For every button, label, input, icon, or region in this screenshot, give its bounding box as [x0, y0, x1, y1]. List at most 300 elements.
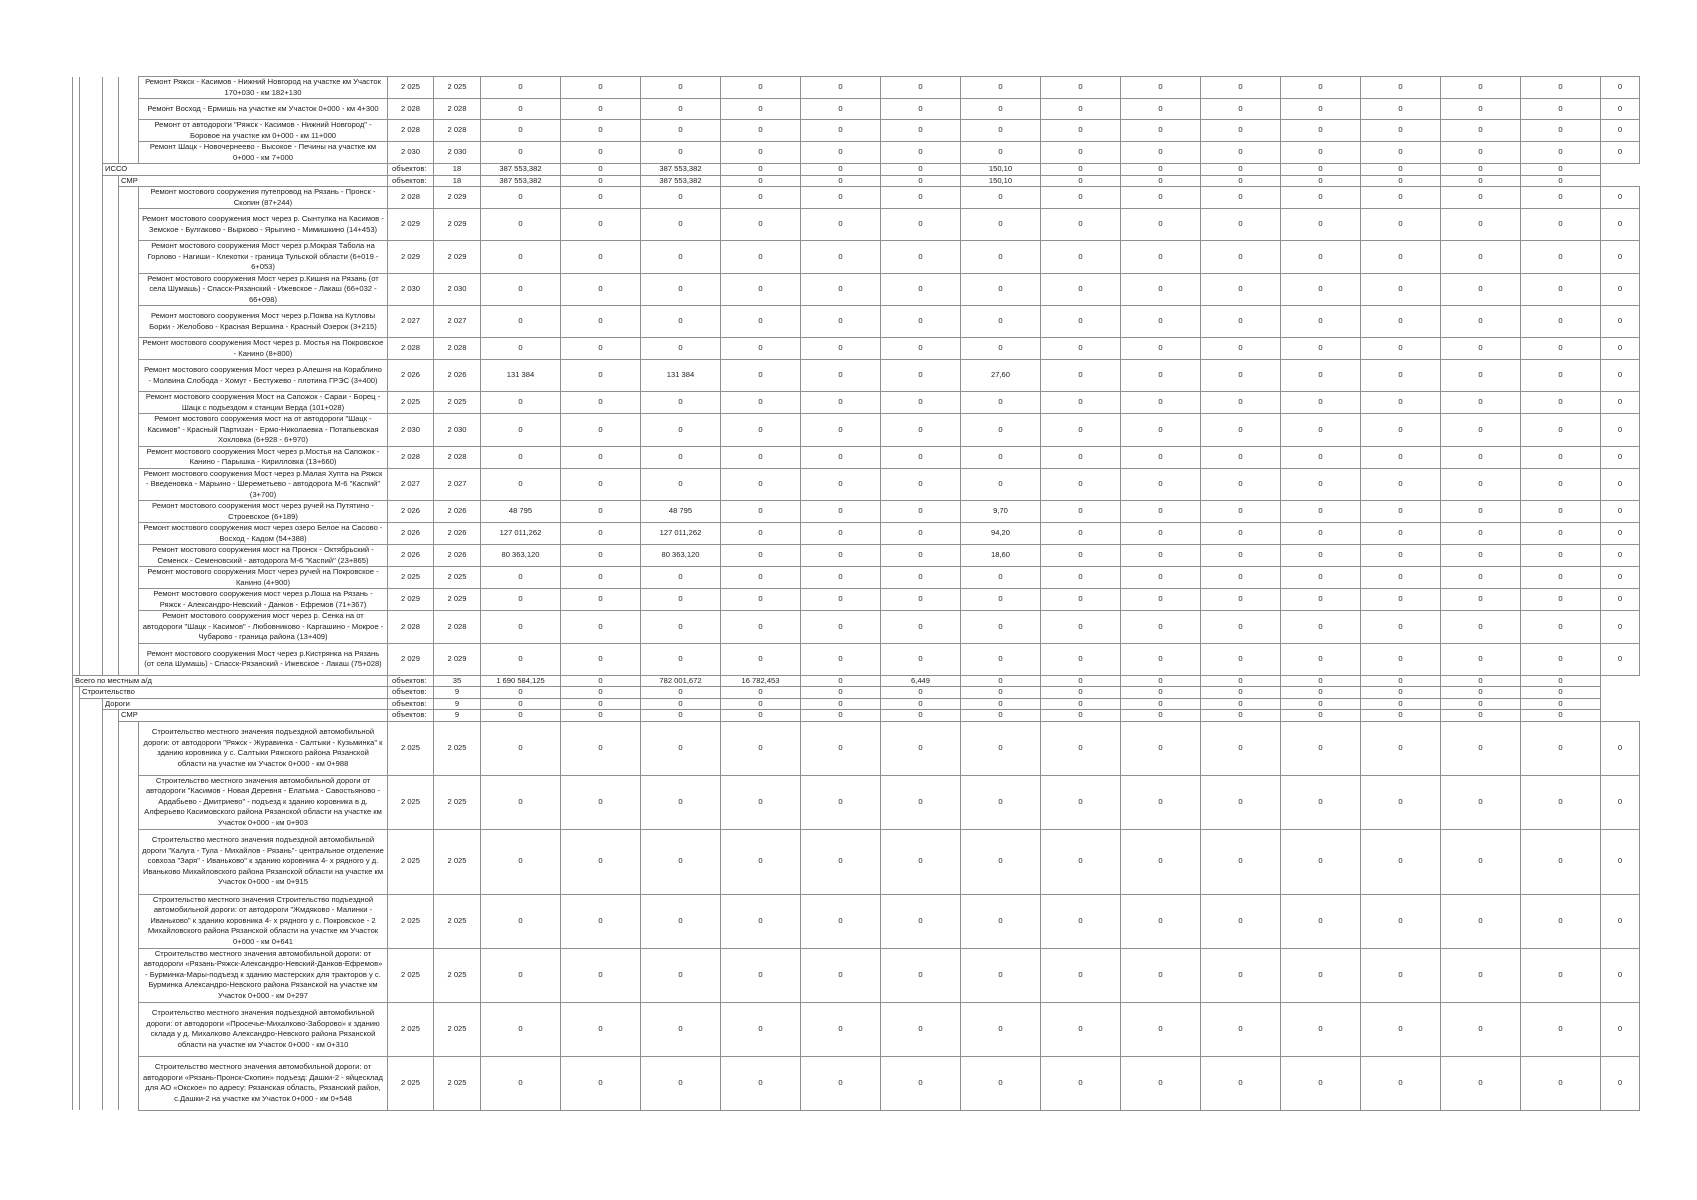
value-cell: 0: [1041, 611, 1121, 644]
value-cell: 0: [961, 698, 1041, 710]
group-label: Всего по местным а/д: [73, 675, 388, 687]
value-cell: 0: [561, 687, 641, 699]
objects-unit: объектов:: [388, 675, 434, 687]
indent-cell: [119, 306, 139, 338]
start-year: 2 026: [388, 501, 434, 523]
value-cell: 0: [1601, 360, 1640, 392]
value-cell: 0: [641, 1002, 721, 1056]
value-cell: 0: [1121, 414, 1201, 447]
value-cell: 0: [1041, 241, 1121, 274]
start-year: 2 030: [388, 273, 434, 306]
indent-cell: [80, 643, 103, 675]
value-cell: 0: [1521, 611, 1601, 644]
value-cell: 0: [721, 611, 801, 644]
value-cell: 0: [1361, 948, 1441, 1002]
value-cell: 0: [1601, 187, 1640, 209]
value-cell: 0: [881, 589, 961, 611]
value-cell: 0: [1041, 1056, 1121, 1110]
indent-cell: [73, 468, 80, 501]
object-description: Строительство местного значения Строительство подъездной автомобильной дороги: от автодороги "Жмдяково - Малинки - Иваньково" к зданию коровника 4- х рядного у с. Покровское - 2 Михайловского района Рязанской области на участке км Участок 0+000 - км 0+641: [139, 894, 388, 948]
value-cell: 0: [961, 589, 1041, 611]
indent-cell: [103, 120, 119, 142]
value-cell: 0: [1361, 468, 1441, 501]
value-cell: 0: [481, 392, 561, 414]
value-cell: 0: [1521, 77, 1601, 99]
value-cell: 0: [1441, 209, 1521, 241]
value-cell: 0: [1281, 687, 1361, 699]
object-description: Ремонт мостового сооружения мост на от автодороги "Шацк - Касимов" - Красный Партизан - Ермо-Николаевка - Потапьевская Хохловка (6+928 - 6+970): [139, 414, 388, 447]
object-description: Ремонт мостового сооружения Мост через р. Мостья на Покровское - Канино (8+800): [139, 338, 388, 360]
value-cell: 0: [561, 187, 641, 209]
value-cell: 0: [961, 710, 1041, 722]
value-cell: 0: [1441, 414, 1521, 447]
value-cell: 0: [1361, 360, 1441, 392]
value-cell: 0: [1361, 545, 1441, 567]
value-cell: 0: [641, 142, 721, 164]
value-cell: 0: [1281, 523, 1361, 545]
indent-cell: [119, 523, 139, 545]
value-cell: 0: [801, 611, 881, 644]
value-cell: 0: [1201, 829, 1281, 894]
value-cell: 0: [961, 338, 1041, 360]
value-cell: 0: [881, 468, 961, 501]
value-cell: 0: [1441, 392, 1521, 414]
value-cell: 0: [641, 468, 721, 501]
end-year: 2 025: [434, 77, 481, 99]
value-cell: 0: [801, 1056, 881, 1110]
value-cell: 0: [1521, 187, 1601, 209]
end-year: 2 027: [434, 306, 481, 338]
indent-cell: [80, 187, 103, 209]
indent-cell: [73, 392, 80, 414]
value-cell: 0: [1441, 120, 1521, 142]
indent-cell: [103, 175, 119, 187]
indent-cell: [119, 446, 139, 468]
value-cell: 0: [801, 829, 881, 894]
value-cell: 0: [561, 523, 641, 545]
start-year: 2 025: [388, 775, 434, 829]
value-cell: 0: [641, 589, 721, 611]
indent-cell: [103, 775, 119, 829]
report-table: [72, 76, 1640, 1111]
indent-cell: [80, 306, 103, 338]
value-cell: 0: [1121, 120, 1201, 142]
table-row: [73, 392, 1640, 414]
value-cell: 0: [1201, 414, 1281, 447]
indent-cell: [119, 273, 139, 306]
value-cell: 0: [961, 142, 1041, 164]
value-cell: 0: [1041, 675, 1121, 687]
value-cell: 0: [1201, 698, 1281, 710]
indent-cell: [103, 1002, 119, 1056]
value-cell: 0: [1041, 468, 1121, 501]
value-cell: 0: [1201, 273, 1281, 306]
value-cell: 0: [1601, 446, 1640, 468]
value-cell: 0: [1041, 360, 1121, 392]
value-cell: 0: [1361, 775, 1441, 829]
value-cell: 0: [1041, 77, 1121, 99]
indent-cell: [103, 894, 119, 948]
value-cell: 0: [721, 710, 801, 722]
value-cell: 131 384: [641, 360, 721, 392]
value-cell: 0: [1601, 120, 1640, 142]
value-cell: 0: [961, 567, 1041, 589]
value-cell: 0: [1201, 948, 1281, 1002]
end-year: 2 025: [434, 1002, 481, 1056]
indent-cell: [119, 611, 139, 644]
value-cell: 0: [561, 1056, 641, 1110]
value-cell: 0: [1041, 120, 1121, 142]
table-row: [73, 1056, 1640, 1110]
indent-cell: [103, 99, 119, 120]
end-year: 2 030: [434, 414, 481, 447]
value-cell: 0: [1121, 698, 1201, 710]
value-cell: 0: [561, 468, 641, 501]
indent-cell: [103, 589, 119, 611]
value-cell: 0: [1281, 164, 1361, 176]
value-cell: 0: [961, 675, 1041, 687]
indent-cell: [73, 187, 80, 209]
value-cell: 0: [721, 829, 801, 894]
table-row: [73, 414, 1640, 447]
value-cell: 0: [1521, 414, 1601, 447]
value-cell: 0: [1441, 698, 1521, 710]
indent-cell: [73, 164, 80, 176]
value-cell: 0: [961, 241, 1041, 274]
value-cell: 0: [1281, 589, 1361, 611]
indent-cell: [119, 414, 139, 447]
value-cell: 0: [1281, 187, 1361, 209]
value-cell: 0: [881, 77, 961, 99]
value-cell: 0: [1201, 567, 1281, 589]
value-cell: 0: [1601, 501, 1640, 523]
value-cell: 0: [1361, 687, 1441, 699]
table-row: [73, 209, 1640, 241]
value-cell: 0: [1441, 523, 1521, 545]
value-cell: 0: [1521, 687, 1601, 699]
value-cell: 0: [1601, 392, 1640, 414]
indent-cell: [80, 273, 103, 306]
value-cell: 0: [801, 721, 881, 775]
value-cell: 0: [1361, 392, 1441, 414]
value-cell: 0: [721, 523, 801, 545]
value-cell: 0: [561, 175, 641, 187]
end-year: 2 028: [434, 446, 481, 468]
indent-cell: [119, 894, 139, 948]
value-cell: 0: [1601, 99, 1640, 120]
value-cell: 0: [641, 611, 721, 644]
value-cell: 0: [881, 710, 961, 722]
indent-cell: [103, 446, 119, 468]
indent-cell: [103, 142, 119, 164]
value-cell: 0: [881, 273, 961, 306]
indent-cell: [119, 338, 139, 360]
value-cell: 0: [481, 710, 561, 722]
value-cell: 0: [1041, 829, 1121, 894]
indent-cell: [103, 392, 119, 414]
indent-cell: [103, 306, 119, 338]
value-cell: 0: [1521, 589, 1601, 611]
value-cell: 0: [1121, 611, 1201, 644]
group-row: [73, 675, 1640, 687]
value-cell: 0: [961, 446, 1041, 468]
value-cell: 0: [1361, 567, 1441, 589]
value-cell: 0: [801, 209, 881, 241]
value-cell: 0: [1521, 829, 1601, 894]
value-cell: 0: [1281, 414, 1361, 447]
value-cell: 0: [1601, 894, 1640, 948]
value-cell: 0: [1601, 209, 1640, 241]
value-cell: 0: [1441, 589, 1521, 611]
value-cell: 0: [561, 611, 641, 644]
indent-cell: [103, 273, 119, 306]
value-cell: 0: [1441, 894, 1521, 948]
value-cell: 0: [1201, 360, 1281, 392]
value-cell: 0: [1121, 710, 1201, 722]
table-row: [73, 948, 1640, 1002]
value-cell: 0: [801, 446, 881, 468]
table-row: [73, 829, 1640, 894]
value-cell: 0: [1201, 392, 1281, 414]
indent-cell: [119, 241, 139, 274]
value-cell: 0: [721, 446, 801, 468]
value-cell: 0: [1521, 567, 1601, 589]
value-cell: 0: [881, 241, 961, 274]
value-cell: 0: [1281, 338, 1361, 360]
value-cell: 0: [721, 273, 801, 306]
value-cell: 0: [721, 468, 801, 501]
value-cell: 0: [721, 589, 801, 611]
indent-cell: [80, 611, 103, 644]
end-year: 2 026: [434, 523, 481, 545]
start-year: 2 027: [388, 468, 434, 501]
indent-cell: [119, 501, 139, 523]
value-cell: 0: [1361, 894, 1441, 948]
indent-cell: [103, 468, 119, 501]
value-cell: 0: [561, 721, 641, 775]
value-cell: 0: [1601, 545, 1640, 567]
value-cell: 0: [1201, 721, 1281, 775]
indent-cell: [119, 99, 139, 120]
indent-cell: [103, 414, 119, 447]
value-cell: 0: [561, 273, 641, 306]
value-cell: 0: [1121, 187, 1201, 209]
group-row: [73, 698, 1640, 710]
indent-cell: [80, 446, 103, 468]
value-cell: 0: [481, 446, 561, 468]
value-cell: 0: [481, 829, 561, 894]
value-cell: 0: [1441, 241, 1521, 274]
value-cell: 0: [1121, 894, 1201, 948]
start-year: 2 029: [388, 209, 434, 241]
end-year: 2 025: [434, 948, 481, 1002]
value-cell: 0: [1201, 643, 1281, 675]
value-cell: 0: [1521, 446, 1601, 468]
indent-cell: [80, 468, 103, 501]
value-cell: 0: [1201, 164, 1281, 176]
value-cell: 0: [1201, 142, 1281, 164]
value-cell: 0: [1121, 829, 1201, 894]
value-cell: 127 011,262: [641, 523, 721, 545]
value-cell: 0: [1281, 567, 1361, 589]
value-cell: 0: [481, 643, 561, 675]
start-year: 2 025: [388, 829, 434, 894]
indent-cell: [103, 187, 119, 209]
value-cell: 0: [1441, 164, 1521, 176]
value-cell: 0: [721, 687, 801, 699]
value-cell: 0: [721, 209, 801, 241]
value-cell: 0: [881, 414, 961, 447]
report-table-body: [73, 77, 1640, 1111]
value-cell: 0: [1041, 273, 1121, 306]
object-description: Ремонт мостового сооружения путепровод на Рязань - Пронск - Скопин (87+244): [139, 187, 388, 209]
value-cell: 150,10: [961, 164, 1041, 176]
end-year: 2 025: [434, 894, 481, 948]
start-year: 2 025: [388, 567, 434, 589]
value-cell: 0: [641, 1056, 721, 1110]
value-cell: 0: [721, 698, 801, 710]
start-year: 2 026: [388, 523, 434, 545]
indent-cell: [73, 589, 80, 611]
object-description: Ремонт мостового сооружения Мост через р.Малая Хупта на Ряжск - Введеновка - Марьино - Шереметьево - автодорога М-6 "Каспий" (3+700): [139, 468, 388, 501]
value-cell: 0: [1281, 209, 1361, 241]
table-row: [73, 306, 1640, 338]
object-description: Ремонт мостового сооружения мост через р. Сенка на от автодороги "Шацк - Касимов" - Любовниково - Каргашино - Мокрое - Чубарово - граница района (13+409): [139, 611, 388, 644]
value-cell: 0: [1601, 611, 1640, 644]
value-cell: 0: [881, 1056, 961, 1110]
value-cell: 0: [801, 894, 881, 948]
value-cell: 0: [641, 567, 721, 589]
value-cell: 0: [1361, 523, 1441, 545]
value-cell: 0: [801, 675, 881, 687]
indent-cell: [119, 567, 139, 589]
indent-cell: [103, 611, 119, 644]
table-row: [73, 99, 1640, 120]
value-cell: 0: [881, 175, 961, 187]
group-label: Дороги: [103, 698, 388, 710]
value-cell: 0: [1121, 338, 1201, 360]
value-cell: 0: [641, 241, 721, 274]
value-cell: 0: [1441, 77, 1521, 99]
value-cell: 0: [801, 392, 881, 414]
value-cell: 0: [561, 120, 641, 142]
indent-cell: [103, 643, 119, 675]
value-cell: 0: [1521, 392, 1601, 414]
value-cell: 0: [1041, 775, 1121, 829]
end-year: 2 029: [434, 187, 481, 209]
indent-cell: [73, 611, 80, 644]
object-description: Ремонт мостового сооружения мост через ручей на Путятино - Строевское (6+189): [139, 501, 388, 523]
start-year: 2 030: [388, 142, 434, 164]
indent-cell: [80, 775, 103, 829]
indent-cell: [80, 721, 103, 775]
value-cell: 0: [561, 306, 641, 338]
value-cell: 0: [481, 589, 561, 611]
value-cell: 0: [1041, 99, 1121, 120]
value-cell: 0: [1121, 721, 1201, 775]
value-cell: 0: [1361, 721, 1441, 775]
indent-cell: [73, 338, 80, 360]
value-cell: 0: [1041, 209, 1121, 241]
group-label: СМР: [119, 710, 388, 722]
value-cell: 0: [961, 611, 1041, 644]
object-description: Ремонт мостового сооружения мост на Пронск - Октябрьский - Семенск - Семеновский - автодорога М-6 "Каспий" (23+865): [139, 545, 388, 567]
value-cell: 0: [1041, 338, 1121, 360]
start-year: 2 025: [388, 77, 434, 99]
value-cell: 0: [881, 829, 961, 894]
indent-cell: [80, 501, 103, 523]
indent-cell: [73, 360, 80, 392]
table-row: [73, 611, 1640, 644]
value-cell: 0: [721, 392, 801, 414]
value-cell: 0: [1201, 1056, 1281, 1110]
object-description: Ремонт мостового сооружения мост через озеро Белое на Сасово - Восход - Кадом (54+388): [139, 523, 388, 545]
value-cell: 0: [1441, 1056, 1521, 1110]
value-cell: 0: [561, 710, 641, 722]
value-cell: 0: [1201, 675, 1281, 687]
table-row: [73, 120, 1640, 142]
value-cell: 0: [801, 360, 881, 392]
value-cell: 16 782,453: [721, 675, 801, 687]
value-cell: 0: [641, 273, 721, 306]
value-cell: 0: [1121, 392, 1201, 414]
value-cell: 0: [721, 306, 801, 338]
value-cell: 0: [961, 687, 1041, 699]
indent-cell: [119, 468, 139, 501]
value-cell: 0: [1281, 241, 1361, 274]
objects-unit: объектов:: [388, 698, 434, 710]
value-cell: 0: [801, 468, 881, 501]
value-cell: 0: [561, 99, 641, 120]
end-year: 2 029: [434, 643, 481, 675]
value-cell: 0: [561, 338, 641, 360]
value-cell: 0: [1201, 894, 1281, 948]
value-cell: 0: [561, 698, 641, 710]
value-cell: 0: [481, 209, 561, 241]
value-cell: 387 553,382: [641, 175, 721, 187]
value-cell: 0: [561, 360, 641, 392]
group-label: ИССО: [103, 164, 388, 176]
indent-cell: [119, 120, 139, 142]
indent-cell: [103, 523, 119, 545]
value-cell: 0: [641, 894, 721, 948]
value-cell: 0: [881, 775, 961, 829]
value-cell: 0: [801, 589, 881, 611]
value-cell: 0: [721, 567, 801, 589]
indent-cell: [73, 687, 80, 699]
value-cell: 0: [1521, 306, 1601, 338]
end-year: 2 025: [434, 1056, 481, 1110]
value-cell: 0: [1441, 545, 1521, 567]
value-cell: 0: [961, 721, 1041, 775]
value-cell: 0: [1521, 164, 1601, 176]
value-cell: 0: [881, 545, 961, 567]
value-cell: 0: [641, 948, 721, 1002]
indent-cell: [80, 710, 103, 722]
object-description: Ремонт мостового сооружения Мост на Сапожок - Сараи - Борец - Шацк с подъездом к станции Верда (101+028): [139, 392, 388, 414]
indent-cell: [103, 829, 119, 894]
object-description: Строительство местного значения автомобильной дороги: от автодороги «Рязань-Ряжск-Александро-Невский-Данков-Ефремов» - Бурминка-Мары-подъезд к зданию мастерских для тракторов у с. Бурминка Александро-Невского района Рязанской на участке км Участок 0+000 - км 0+297: [139, 948, 388, 1002]
value-cell: 0: [481, 120, 561, 142]
value-cell: 0: [1601, 829, 1640, 894]
value-cell: 0: [1281, 698, 1361, 710]
value-cell: 0: [961, 1056, 1041, 1110]
value-cell: 0: [641, 710, 721, 722]
start-year: 2 029: [388, 643, 434, 675]
value-cell: 0: [1201, 338, 1281, 360]
value-cell: 0: [561, 948, 641, 1002]
object-description: Ремонт Ряжск - Касимов - Нижний Новгород на участке км Участок 170+030 - км 182+130: [139, 77, 388, 99]
